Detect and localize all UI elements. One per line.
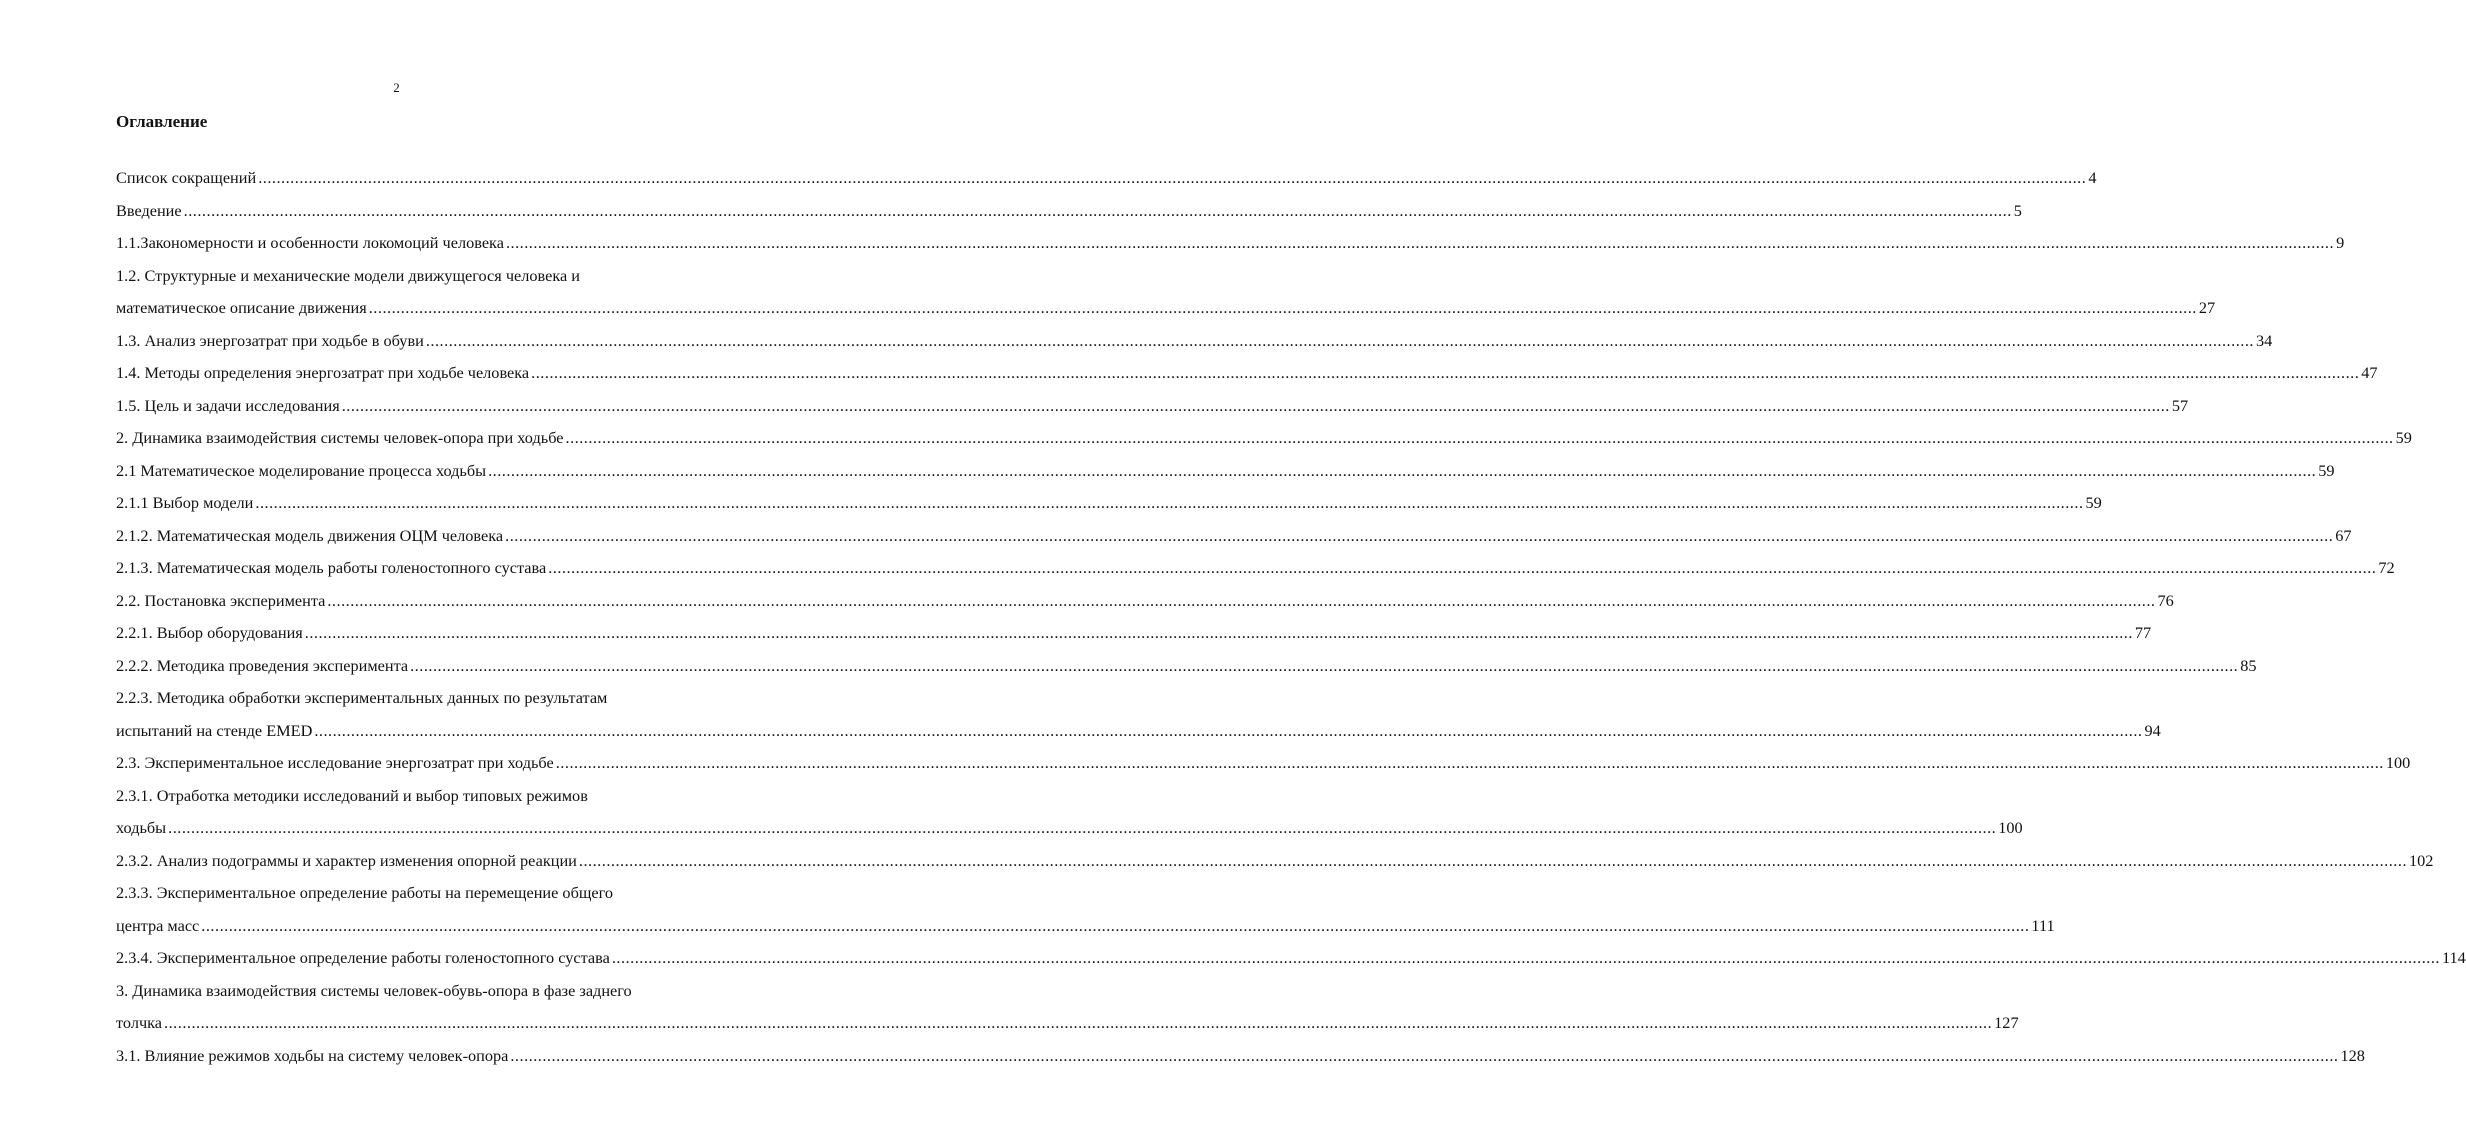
toc-entry [116,883,2055,948]
toc-page-number: 57 [2171,395,2189,415]
toc-line [116,558,2395,591]
toc-entry-title: испытаний на стенде EMED [116,720,313,740]
toc-leader-dots: ................................................................................................................................................................................................................................................................................................................................................................................................................ [505,233,2335,252]
toc-page-number: 127 [1994,1013,2019,1032]
toc-entry [116,980,2019,1046]
toc-leader-dots: ................................................................................................................................................................................................................................................................................................................................................................................................................ [531,363,2360,382]
toc-leader-dots: ................................................................................................................................................................................................................................................................................................................................................................................................................ [410,655,2239,675]
toc-leader-dots: ................................................................................................................................................................................................................................................................................................................................................................................................................ [565,428,2394,447]
toc-entry-title: 2.3.1. Отработка методики исследований и выбор типовых режимов [116,785,588,805]
toc-leader-dots: ................................................................................................................................................................................................................................................................................................................................................................................................................ [548,558,2377,577]
toc-leader-dots: ................................................................................................................................................................................................................................................................................................................................................................................................................ [183,200,2012,220]
toc-entry-title: 2.3.3. Экспериментальное определение работы на перемещение общего [116,883,614,902]
toc-leader-dots: ................................................................................................................................................................................................................................................................................................................................................................................................................ [201,915,2030,935]
toc-entry-title: 2.2.2. Методика проведения эксперимента [116,655,409,675]
toc-page-number: 72 [2378,558,2395,577]
toc-entry [116,1045,2365,1079]
toc-entry-title: 2.3. Экспериментальное исследование энергозатрат при ходьбе [116,753,554,772]
toc-line [116,818,2023,851]
toc-entry [116,525,2352,559]
toc-entry [116,428,2412,461]
toc-line [116,330,2273,364]
toc-leader-dots: ................................................................................................................................................................................................................................................................................................................................................................................................................ [488,460,2317,480]
toc-entry-title: центра масс [116,915,200,935]
toc-page-number: 100 [2385,753,2411,772]
toc-entry [116,655,2257,689]
toc-page-number: 59 [2085,493,2102,512]
toc-entry [116,948,2466,981]
toc-page-number: 85 [2240,655,2257,675]
toc-page-number: 27 [2198,298,2216,317]
toc-leader-dots: ................................................................................................................................................................................................................................................................................................................................................................................................................ [314,720,2143,740]
toc-line [116,1013,2019,1046]
toc-line [116,1045,2365,1079]
toc-entry-title: 2.1.3. Математическая модель работы голеностопного сустава [116,558,547,577]
toc-line [116,395,2189,429]
toc-entry-title: 2.1.2. Математическая модель движения ОЦМ человека [116,525,504,545]
toc-entry-title: 2.1.1 Выбор модели [116,493,254,512]
toc-entry [116,330,2273,364]
toc-line [116,786,738,819]
toc-page-number: 5 [2013,200,2022,220]
toc-entry-title: 1.5. Цель и задачи исследования [116,395,340,415]
toc-leader-dots: ................................................................................................................................................................................................................................................................................................................................................................................................................ [555,753,2384,772]
toc-leader-dots: ................................................................................................................................................................................................................................................................................................................................................................................................................ [164,1013,1993,1032]
toc-line [116,298,2216,331]
toc-page-number: 47 [2361,363,2378,382]
toc-leader-dots: ................................................................................................................................................................................................................................................................................................................................................................................................................ [505,525,2334,545]
toc-page-number: 59 [2395,428,2412,447]
toc-line [116,915,2055,949]
toc-title: Оглавление [116,112,208,131]
toc-page-number: 67 [2335,525,2352,545]
table-of-contents [116,168,2466,1078]
toc-entry-title: толчка [116,1013,163,1032]
toc-line [116,753,2411,786]
toc-entry-title: 3.1. Влияние режимов ходьбы на систему человек-опора [116,1045,509,1065]
toc-entry [116,558,2395,591]
toc-line [116,850,2434,884]
toc-page-number: 100 [1998,818,2023,837]
toc-line [116,266,738,299]
toc-page-number: 102 [2409,850,2434,870]
toc-page-number: 77 [2134,623,2152,642]
toc-entry [116,200,2022,234]
toc-entry-title: 1.2. Структурные и механические модели движущегося человека и [116,265,580,285]
toc-leader-dots: ................................................................................................................................................................................................................................................................................................................................................................................................................ [304,623,2133,642]
toc-line [116,233,2345,266]
toc-entry-title: 1.3. Анализ энергозатрат при ходьбе в обуви [116,330,424,350]
toc-line [116,981,738,1014]
toc-leader-dots: ................................................................................................................................................................................................................................................................................................................................................................................................................ [578,850,2408,870]
toc-entry [116,688,2161,753]
toc-leader-dots: ................................................................................................................................................................................................................................................................................................................................................................................................................ [425,330,2254,350]
toc-page-number: 114 [2441,948,2466,967]
toc-leader-dots: ................................................................................................................................................................................................................................................................................................................................................................................................................ [255,493,2084,512]
toc-entry [116,265,2216,331]
toc-page-number: 59 [2318,460,2335,480]
toc-entry-title: 2. Динамика взаимодействия системы человек-опора при ходьбе [116,428,564,447]
toc-leader-dots: ................................................................................................................................................................................................................................................................................................................................................................................................................ [341,395,2170,415]
toc-entry-title: математическое описание движения [116,298,367,317]
toc-entry [116,590,2174,624]
toc-page-number: 4 [2088,168,2097,187]
toc-entry [116,363,2378,396]
toc-line [116,948,2466,981]
toc-entry-title: 2.1 Математическое моделирование процесса ходьбы [116,460,487,480]
toc-entry [116,623,2152,656]
toc-entry [116,850,2434,884]
toc-leader-dots: ................................................................................................................................................................................................................................................................................................................................................................................................................ [368,298,2197,317]
toc-line [116,623,2152,656]
toc-entry-title: 1.4. Методы определения энергозатрат при ходьбе человека [116,363,530,382]
toc-entry-title: 2.2. Постановка эксперимента [116,590,326,610]
toc-entry-title: 2.3.2. Анализ подограммы и характер изменения опорной реакции [116,850,577,870]
toc-page-number: 9 [2336,233,2345,252]
toc-entry [116,395,2189,429]
toc-line [116,525,2352,559]
toc-entry-title: 2.3.4. Экспериментальное определение работы голеностопного сустава [116,948,610,967]
toc-entry-title: Список сокращений [116,168,257,187]
page-number: 2 [393,80,400,95]
toc-entry-title: 3. Динамика взаимодействия системы человек-обувь-опора в фазе заднего [116,980,632,1000]
toc-page-number: 128 [2340,1045,2365,1065]
toc-page-number: 94 [2144,720,2161,740]
toc-line [116,688,738,721]
toc-entry-title: ходьбы [116,818,167,837]
toc-entry [116,233,2345,266]
toc-entry [116,785,2023,851]
toc-line [116,363,2378,396]
toc-line [116,460,2335,494]
toc-leader-dots: ................................................................................................................................................................................................................................................................................................................................................................................................................ [168,818,1997,837]
toc-leader-dots: ................................................................................................................................................................................................................................................................................................................................................................................................................ [611,948,2440,967]
toc-entry [116,168,2097,201]
toc-page-number: 34 [2255,330,2273,350]
toc-line [116,655,2257,689]
toc-entry [116,493,2102,526]
toc-line [116,493,2102,526]
toc-line [116,200,2022,234]
toc-line [116,428,2412,461]
toc-entry-title: Введение [116,200,182,220]
toc-leader-dots: ................................................................................................................................................................................................................................................................................................................................................................................................................ [327,590,2156,610]
toc-entry [116,460,2335,494]
toc-line [116,590,2174,624]
toc-entry-title: 1.1.Закономерности и особенности локомоций человека [116,233,504,252]
toc-line [116,720,2161,754]
toc-leader-dots: ................................................................................................................................................................................................................................................................................................................................................................................................................ [510,1045,2339,1065]
toc-leader-dots: ................................................................................................................................................................................................................................................................................................................................................................................................................ [258,168,2087,187]
toc-line [116,883,738,916]
toc-line [116,168,2097,201]
toc-entry-title: 2.2.1. Выбор оборудования [116,623,303,642]
toc-page-number: 76 [2157,590,2174,610]
toc-page-number: 111 [2031,915,2055,935]
toc-entry [116,753,2411,786]
toc-entry-title: 2.2.3. Методика обработки экспериментальных данных по результатам [116,688,608,707]
